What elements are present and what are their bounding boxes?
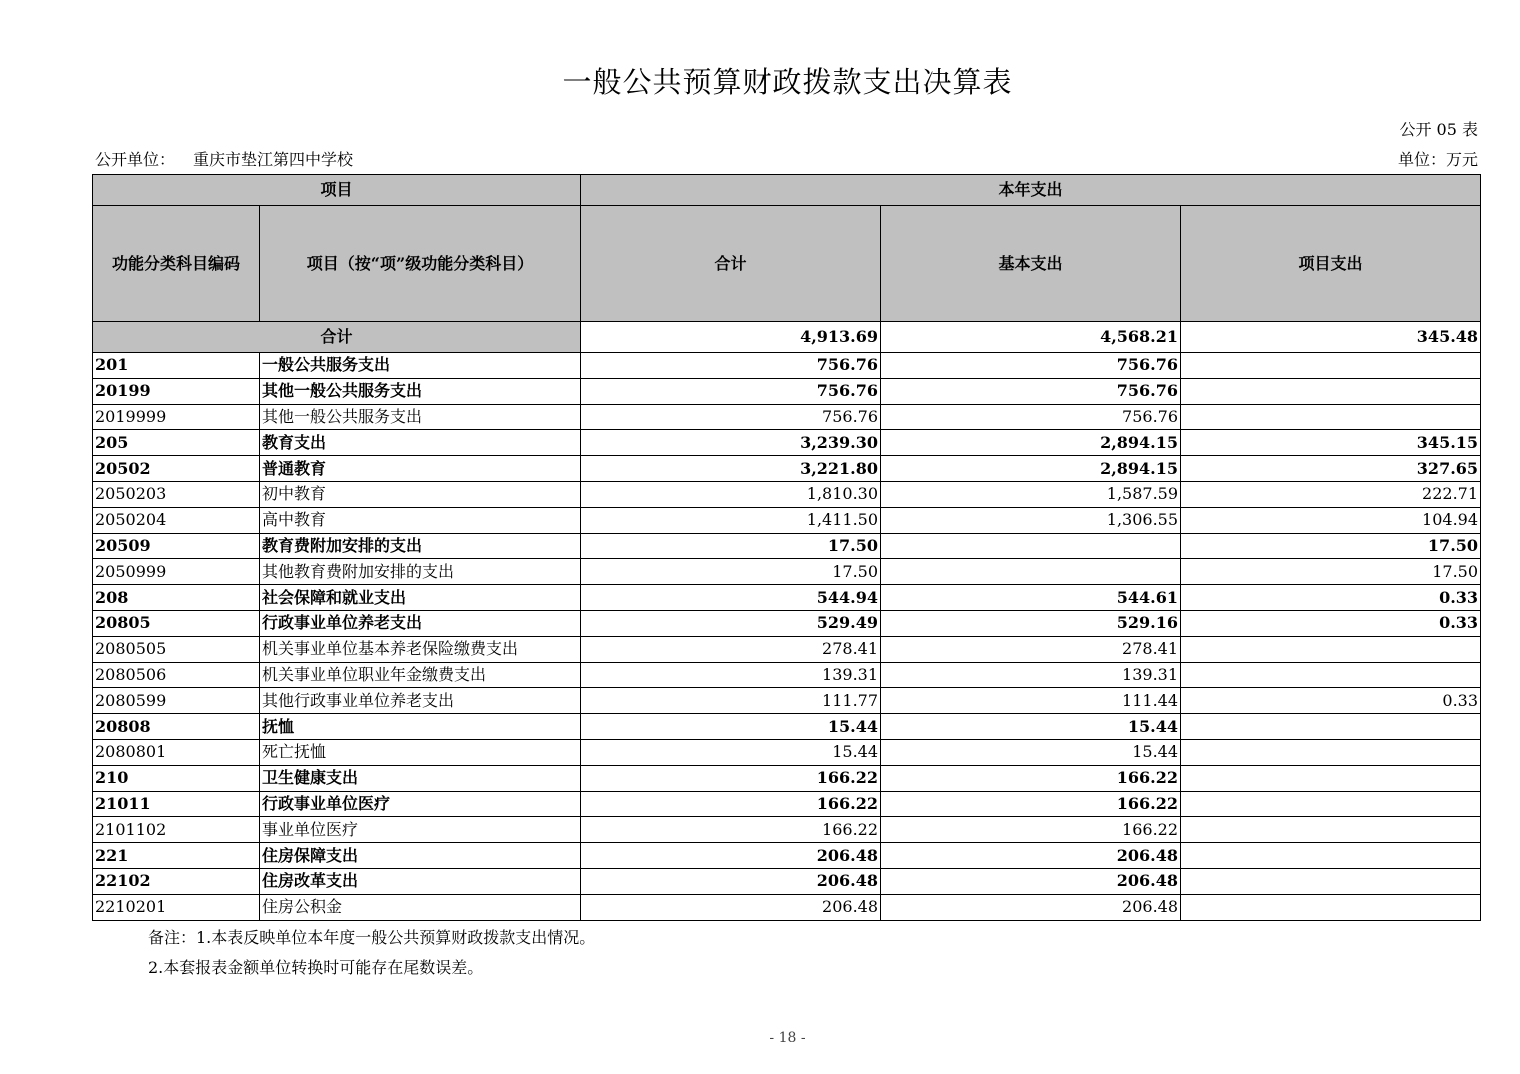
row-code: 20502 <box>93 456 260 482</box>
row-name: 其他一般公共服务支出 <box>260 378 581 404</box>
header-year-expense: 本年支出 <box>581 175 1481 206</box>
col-header-project: 项目支出 <box>1181 206 1481 322</box>
row-name: 其他教育费附加安排的支出 <box>260 559 581 585</box>
row-basic <box>881 559 1181 585</box>
row-total: 1,810.30 <box>581 481 881 507</box>
row-code: 20808 <box>93 714 260 740</box>
total-label: 合计 <box>93 322 581 353</box>
row-code: 2080505 <box>93 636 260 662</box>
row-project: 0.33 <box>1181 610 1481 636</box>
row-project <box>1181 636 1481 662</box>
row-project <box>1181 353 1481 379</box>
row-code: 2080599 <box>93 688 260 714</box>
row-basic: 111.44 <box>881 688 1181 714</box>
table-row <box>93 430 1481 456</box>
row-total: 166.22 <box>581 791 881 817</box>
reporting-unit-name: 重庆市垫江第四中学校 <box>193 150 354 169</box>
total-row <box>93 322 1481 353</box>
row-total: 166.22 <box>581 765 881 791</box>
row-name: 其他一般公共服务支出 <box>260 404 581 430</box>
row-code: 201 <box>93 353 260 379</box>
row-project <box>1181 378 1481 404</box>
row-total: 139.31 <box>581 662 881 688</box>
col-header-total: 合计 <box>581 206 881 322</box>
row-code: 20805 <box>93 610 260 636</box>
row-total: 206.48 <box>581 868 881 894</box>
row-project: 0.33 <box>1181 688 1481 714</box>
row-project: 104.94 <box>1181 507 1481 533</box>
row-total: 544.94 <box>581 585 881 611</box>
row-code: 2050203 <box>93 481 260 507</box>
row-name: 抚恤 <box>260 714 581 740</box>
table-row <box>93 533 1481 559</box>
row-basic: 206.48 <box>881 868 1181 894</box>
row-project <box>1181 714 1481 740</box>
row-total: 3,239.30 <box>581 430 881 456</box>
row-project <box>1181 843 1481 869</box>
row-basic: 15.44 <box>881 739 1181 765</box>
row-basic: 206.48 <box>881 894 1181 920</box>
row-code: 2101102 <box>93 817 260 843</box>
table-row <box>93 843 1481 869</box>
row-total: 15.44 <box>581 739 881 765</box>
row-basic: 206.48 <box>881 843 1181 869</box>
row-code: 208 <box>93 585 260 611</box>
row-basic: 166.22 <box>881 765 1181 791</box>
total-basic: 4,568.21 <box>881 322 1181 353</box>
row-name: 住房公积金 <box>260 894 581 920</box>
row-name: 机关事业单位基本养老保险缴费支出 <box>260 636 581 662</box>
table-row <box>93 456 1481 482</box>
table-row <box>93 378 1481 404</box>
table-row <box>93 353 1481 379</box>
note-1: 备注：1.本表反映单位本年度一般公共预算财政拨款支出情况。 <box>148 928 596 947</box>
table-header-row <box>93 175 1481 206</box>
table-row <box>93 894 1481 920</box>
row-basic: 166.22 <box>881 817 1181 843</box>
table-row <box>93 714 1481 740</box>
row-name: 住房保障支出 <box>260 843 581 869</box>
row-project <box>1181 739 1481 765</box>
row-name: 卫生健康支出 <box>260 765 581 791</box>
row-basic: 756.76 <box>881 404 1181 430</box>
row-basic: 529.16 <box>881 610 1181 636</box>
row-project: 17.50 <box>1181 559 1481 585</box>
row-code: 205 <box>93 430 260 456</box>
row-basic: 139.31 <box>881 662 1181 688</box>
total-project: 345.48 <box>1181 322 1481 353</box>
reporting-unit-label: 公开单位： <box>95 150 176 169</box>
row-total: 756.76 <box>581 378 881 404</box>
row-basic: 756.76 <box>881 378 1181 404</box>
total-sum: 4,913.69 <box>581 322 881 353</box>
row-total: 3,221.80 <box>581 456 881 482</box>
table-row <box>93 559 1481 585</box>
expenditure-table <box>92 174 1481 921</box>
table-row <box>93 868 1481 894</box>
row-name: 社会保障和就业支出 <box>260 585 581 611</box>
form-number: 公开 05 表 <box>1399 120 1478 139</box>
table-row <box>93 739 1481 765</box>
row-code: 20509 <box>93 533 260 559</box>
row-name: 普通教育 <box>260 456 581 482</box>
row-project <box>1181 894 1481 920</box>
page-number: - 18 - <box>769 1030 806 1046</box>
row-project: 222.71 <box>1181 481 1481 507</box>
row-project: 345.15 <box>1181 430 1481 456</box>
table-row <box>93 481 1481 507</box>
row-project: 17.50 <box>1181 533 1481 559</box>
row-code: 20199 <box>93 378 260 404</box>
row-name: 死亡抚恤 <box>260 739 581 765</box>
row-code: 2080506 <box>93 662 260 688</box>
row-basic: 1,587.59 <box>881 481 1181 507</box>
table-row <box>93 791 1481 817</box>
row-basic: 756.76 <box>881 353 1181 379</box>
table-row <box>93 662 1481 688</box>
row-project: 327.65 <box>1181 456 1481 482</box>
row-total: 166.22 <box>581 817 881 843</box>
row-project <box>1181 791 1481 817</box>
row-project <box>1181 868 1481 894</box>
row-total: 15.44 <box>581 714 881 740</box>
row-name: 行政事业单位医疗 <box>260 791 581 817</box>
row-total: 206.48 <box>581 843 881 869</box>
table-row <box>93 585 1481 611</box>
row-total: 111.77 <box>581 688 881 714</box>
row-name: 初中教育 <box>260 481 581 507</box>
row-name: 事业单位医疗 <box>260 817 581 843</box>
row-total: 529.49 <box>581 610 881 636</box>
row-code: 2210201 <box>93 894 260 920</box>
row-code: 2019999 <box>93 404 260 430</box>
row-name: 其他行政事业单位养老支出 <box>260 688 581 714</box>
row-code: 2050204 <box>93 507 260 533</box>
table-subheader-row <box>93 206 1481 322</box>
row-total: 756.76 <box>581 404 881 430</box>
table-row <box>93 610 1481 636</box>
row-basic <box>881 533 1181 559</box>
row-total: 1,411.50 <box>581 507 881 533</box>
reporting-unit <box>95 147 353 170</box>
row-name: 机关事业单位职业年金缴费支出 <box>260 662 581 688</box>
row-total: 206.48 <box>581 894 881 920</box>
row-basic: 15.44 <box>881 714 1181 740</box>
row-code: 21011 <box>93 791 260 817</box>
note-2: 2.本套报表金额单位转换时可能存在尾数误差。 <box>148 958 484 977</box>
row-total: 278.41 <box>581 636 881 662</box>
row-total: 17.50 <box>581 533 881 559</box>
table-row <box>93 765 1481 791</box>
col-header-name: 项目（按“项”级功能分类科目） <box>260 206 581 322</box>
row-total: 17.50 <box>581 559 881 585</box>
row-project <box>1181 817 1481 843</box>
row-code: 2050999 <box>93 559 260 585</box>
table-row <box>93 688 1481 714</box>
table-row <box>93 404 1481 430</box>
row-basic: 544.61 <box>881 585 1181 611</box>
row-project: 0.33 <box>1181 585 1481 611</box>
row-name: 教育支出 <box>260 430 581 456</box>
header-project: 项目 <box>93 175 581 206</box>
col-header-basic: 基本支出 <box>881 206 1181 322</box>
table-row <box>93 817 1481 843</box>
row-name: 高中教育 <box>260 507 581 533</box>
table-row <box>93 507 1481 533</box>
row-code: 221 <box>93 843 260 869</box>
row-basic: 166.22 <box>881 791 1181 817</box>
row-basic: 1,306.55 <box>881 507 1181 533</box>
row-name: 行政事业单位养老支出 <box>260 610 581 636</box>
row-code: 22102 <box>93 868 260 894</box>
row-name: 教育费附加安排的支出 <box>260 533 581 559</box>
row-basic: 2,894.15 <box>881 430 1181 456</box>
col-header-code: 功能分类科目编码 <box>93 206 260 322</box>
page-title: 一般公共预算财政拨款支出决算表 <box>562 65 1013 99</box>
row-project <box>1181 662 1481 688</box>
row-name: 住房改革支出 <box>260 868 581 894</box>
table-row <box>93 636 1481 662</box>
row-total: 756.76 <box>581 353 881 379</box>
row-project <box>1181 404 1481 430</box>
row-code: 210 <box>93 765 260 791</box>
row-code: 2080801 <box>93 739 260 765</box>
row-basic: 2,894.15 <box>881 456 1181 482</box>
row-name: 一般公共服务支出 <box>260 353 581 379</box>
row-basic: 278.41 <box>881 636 1181 662</box>
row-project <box>1181 765 1481 791</box>
currency-unit: 单位：万元 <box>1397 150 1478 169</box>
